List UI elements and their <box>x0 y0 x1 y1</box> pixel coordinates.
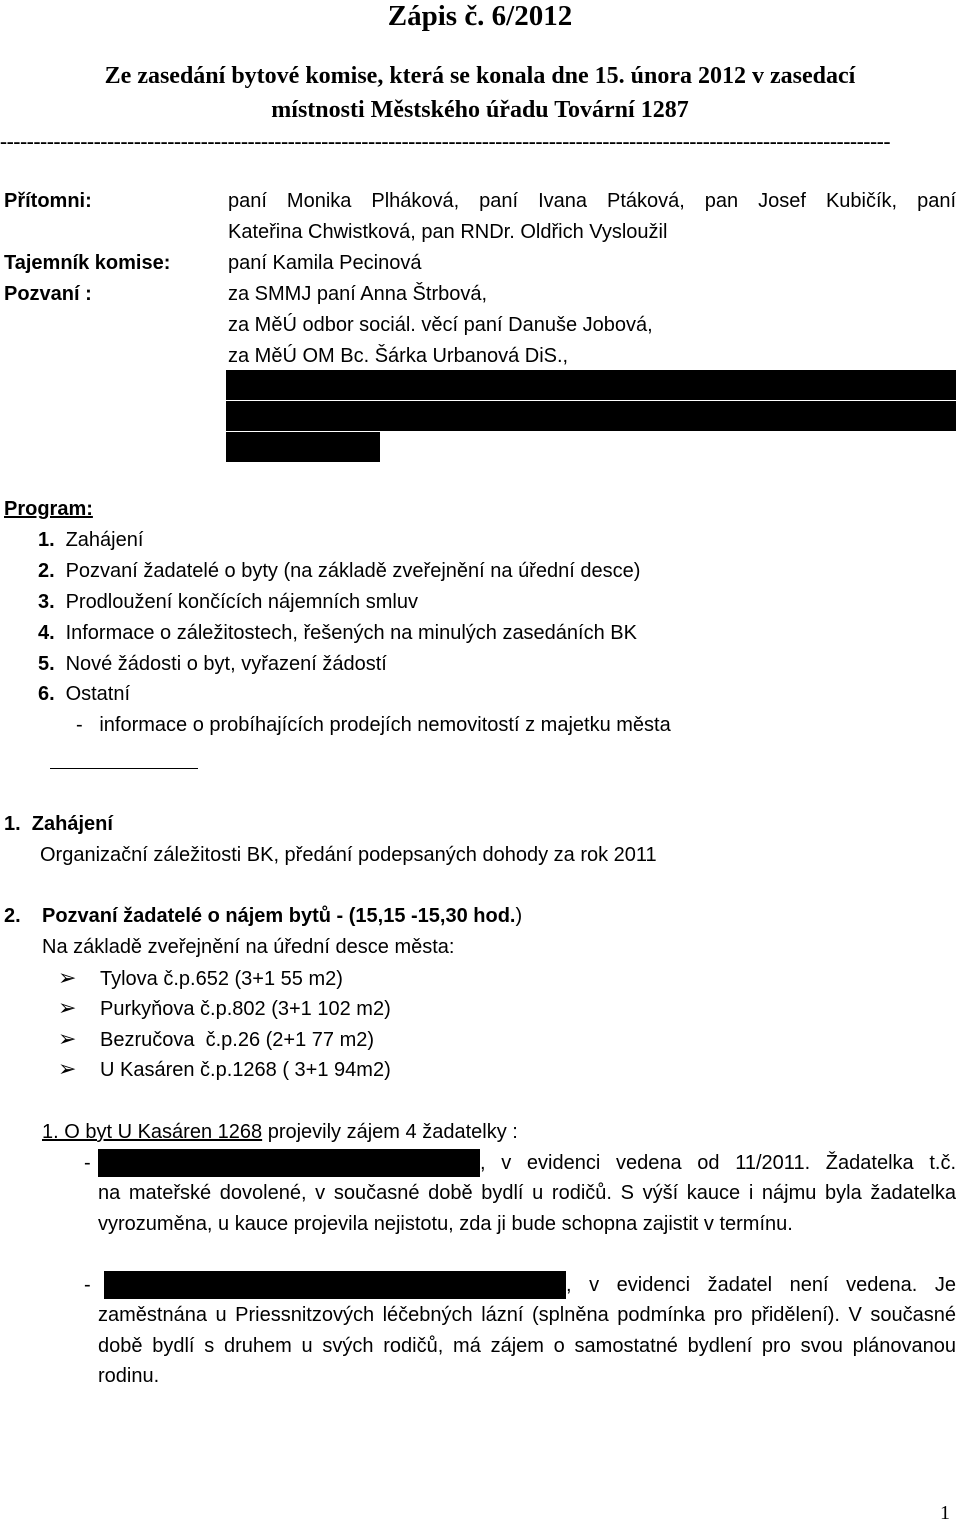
section-1-text: Organizační záležitosti BK, předání podepsaných dohody za rok 2011 <box>40 844 657 866</box>
invited-line-1: za SMMJ paní Anna Štrbová, <box>228 283 488 305</box>
program-item-text: Nové žádosti o byt, vyřazení žádostí <box>65 653 387 675</box>
redaction-block <box>226 432 380 462</box>
redaction-block <box>226 401 956 431</box>
program-item <box>38 525 143 555</box>
program-heading <box>4 494 93 524</box>
applicant-1-line-1: , v evidenci vedena od 11/2011. Žadatelka t.č. <box>480 1152 956 1174</box>
flat-list-item <box>58 1054 391 1085</box>
section-1-heading: 1. Zahájení <box>4 813 113 835</box>
section-2-title: Pozvaní žadatelé o nájem bytů - (15,15 -15,30 hod. <box>42 905 516 927</box>
program-item <box>38 587 418 617</box>
flat-text: Purkyňova č.p.802 (3+1 102 m2) <box>100 998 391 1020</box>
applicant-2-line-1: , v evidenci žadatel není vedena. Je <box>566 1274 956 1296</box>
section-2-title-close: ) <box>515 905 523 927</box>
present-names-line-2: Kateřina Chwistková, pan RNDr. Oldřich Vysloužil <box>228 221 668 243</box>
program-item-number: 6. <box>38 683 55 705</box>
redaction-block <box>226 370 956 400</box>
present-label: Přítomni: <box>4 190 92 212</box>
redaction-block <box>98 1149 480 1177</box>
flat-list-item <box>58 963 343 994</box>
applicant-dash: - <box>84 1152 91 1174</box>
secretary-label: Tajemník komise: <box>4 252 171 274</box>
program-item <box>38 556 640 586</box>
program-item-text: Informace o záležitostech, řešených na minulých zasedáních BK <box>65 622 637 644</box>
secretary-name: paní Kamila Pecinová <box>228 252 422 274</box>
program-item-number: 5. <box>38 653 55 675</box>
arrow-bullet-icon: ➢ <box>58 1056 77 1081</box>
flat-text: Tylova č.p.652 (3+1 55 m2) <box>100 968 343 990</box>
redaction-block <box>104 1271 566 1299</box>
flat-interest-heading <box>42 1117 518 1147</box>
section-2-number: 2. <box>4 905 21 927</box>
flat-interest-heading-rest: projevily zájem 4 žadatelky : <box>262 1121 518 1143</box>
section-2-intro: Na základě zveřejnění na úřední desce města: <box>42 936 455 958</box>
program-item-text: Prodloužení končících nájemních smluv <box>65 591 418 613</box>
program-item-number: 2. <box>38 560 55 582</box>
program-item <box>38 649 387 679</box>
flat-interest-heading-underlined: 1. O byt U Kasáren 1268 <box>42 1121 263 1143</box>
arrow-bullet-icon: ➢ <box>58 1026 77 1051</box>
section-divider <box>50 768 198 769</box>
program-item-text: Pozvaní žadatelé o byty (na základě zveřejnění na úřední desce) <box>65 560 641 582</box>
program-item-text: Zahájení <box>65 529 144 551</box>
page-number: 1 <box>940 1502 950 1524</box>
program-item <box>38 679 130 709</box>
document-title: Zápis č. 6/2012 <box>387 0 573 32</box>
invited-label: Pozvaní : <box>4 283 92 305</box>
program-heading-text: Program: <box>4 498 93 520</box>
arrow-bullet-icon: ➢ <box>58 965 77 990</box>
program-item <box>38 618 637 648</box>
applicant-dash: - <box>84 1274 91 1296</box>
flat-text: Bezručova č.p.26 (2+1 77 m2) <box>100 1029 375 1051</box>
program-item-text: Ostatní <box>65 683 131 705</box>
flat-text: U Kasáren č.p.1268 ( 3+1 94m2) <box>100 1059 391 1081</box>
present-names-line-1: paní Monika Plháková, paní Ivana Ptáková, pan Josef Kubičík, paní <box>228 190 956 212</box>
program-item-number: 3. <box>38 591 55 613</box>
invited-line-2: za MěÚ odbor sociál. věcí paní Danuše Jobová, <box>228 314 653 336</box>
dashed-separator: ------------------------------------------------------------------------------------------------------------------------------------- <box>0 129 891 153</box>
section-2-heading <box>4 901 522 931</box>
invited-line-3: za MěÚ OM Bc. Šárka Urbanová DiS., <box>228 345 569 367</box>
subtitle-line-2: místnosti Městského úřadu Tovární 1287 <box>271 97 689 123</box>
applicant-2-text: zaměstnána u Priessnitzových léčebných lázní (splněna podmínka pro přidělení). V současné době bydlí s druhem u svých rodičů, má zájem o samostatné bydlení pro svou plánovanou rodinu. <box>98 1304 956 1387</box>
arrow-bullet-icon: ➢ <box>58 995 77 1020</box>
applicant-1-text: na mateřské dovolené, v současné době bydlí u rodičů. S výší kauce i nájmu byla žadatelka vyrozuměna, u kauce projevila nejistotu, zda ji bude schopna zajistit v termínu. <box>98 1182 956 1235</box>
flat-list-item <box>58 1024 374 1055</box>
subtitle-line-1: Ze zasedání bytové komise, která se konala dne 15. února 2012 v zasedací <box>104 63 856 89</box>
program-subitem: - informace o probíhajících prodejích nemovitostí z majetku města <box>76 714 671 736</box>
flat-list-item <box>58 993 391 1024</box>
program-item-number: 4. <box>38 622 55 644</box>
program-item-number: 1. <box>38 529 55 551</box>
